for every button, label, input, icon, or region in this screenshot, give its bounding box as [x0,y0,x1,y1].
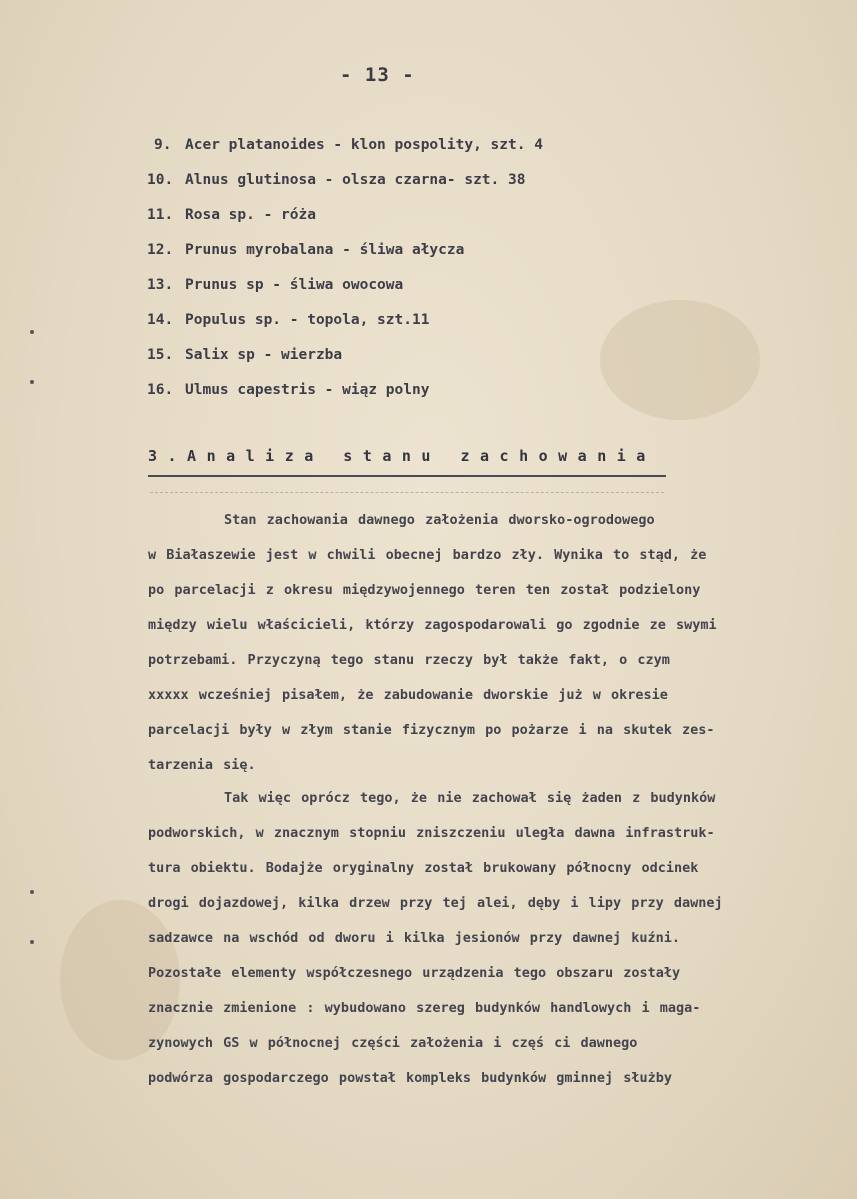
text-line: Pozostałe elementy współczesnego urządzenia tego obszaru zostały [148,965,681,981]
list-item-text: Salix sp - wierzba [185,347,343,363]
list-item-number: 9. [154,137,172,153]
list-item-number: 10. [147,172,174,188]
list-item-text: Populus sp. - topola, szt.11 [185,312,430,328]
text-line: tarzenia się. [148,757,256,773]
list-item-text: Alnus glutinosa - olsza czarna- szt. 38 [185,172,526,188]
text-line: tura obiektu. Bodajże oryginalny został brukowany północny odcinek [148,860,699,876]
list-item [147,237,543,272]
list-item-number: 11. [147,207,174,223]
list-item-text: Prunus sp - śliwa owocowa [185,277,404,293]
text-line: podwórza gospodarczego powstał kompleks budynków gminnej służby [148,1070,673,1086]
heading-underline [148,475,666,477]
list-item-text: Ulmus capestris - wiąz polny [185,382,430,398]
list-item-text: Acer platanoides - klon pospolity, szt. 4 [185,137,543,153]
text-line: potrzebami. Przyczyną tego stanu rzeczy był także fakt, o czym [148,652,670,668]
text-line: Tak więc oprócz tego, że nie zachował się żaden z budynków [224,790,716,806]
punch-hole-mark [30,330,34,334]
list-item-number: 14. [147,312,174,328]
section-heading: 3.Analiza stanu zachowania [148,447,656,465]
text-line: parcelacji były w złym stanie fizycznym po pożarze i na skutek zes- [148,722,715,738]
list-item [147,132,543,167]
text-line: zynowych GS w północnej części założenia i częś ci dawnego [148,1035,638,1051]
list-item-number: 16. [147,382,174,398]
punch-hole-mark [30,890,34,894]
page-number: - 13 - [340,64,415,86]
list-item-text: Prunus myrobalana - śliwa ałycza [185,242,465,258]
species-list [147,132,543,412]
list-item-number: 12. [147,242,174,258]
list-item [147,307,543,342]
text-line: w Białaszewie jest w chwili obecnej bardzo zły. Wynika to stąd, że [148,547,707,563]
text-line: sadzawce na wschód od dworu i kilka jesionów przy dawnej kuźni. [148,930,681,946]
paragraph-infrastructure [148,785,723,1100]
text-line: między wielu właścicieli, którzy zagospodarowali go zgodnie ze swymi [148,617,717,633]
list-item [147,342,543,377]
punch-hole-mark [30,380,34,384]
faint-rule [150,492,664,493]
list-item [147,377,543,412]
list-item [147,167,543,202]
text-line: drogi dojazdowej, kilka drzew przy tej alei, dęby i lipy przy dawnej [148,895,723,911]
text-line: znacznie zmienione : wybudowano szereg budynków handlowych i maga- [148,1000,701,1016]
text-line: Stan zachowania dawnego założenia dworsko-ogrodowego [224,512,655,528]
list-item-number: 13. [147,277,174,293]
list-item-number: 15. [147,347,174,363]
text-line: po parcelacji z okresu międzywojennego teren ten został podzielony [148,582,701,598]
text-line: xxxxx wcześniej pisałem, że zabudowanie dworskie już w okresie [148,687,668,703]
list-item [147,272,543,307]
paper-stain [600,300,760,420]
list-item-text: Rosa sp. - róża [185,207,316,223]
paragraph-condition [148,507,717,787]
punch-hole-mark [30,940,34,944]
list-item [147,202,543,237]
text-line: podworskich, w znacznym stopniu zniszczeniu uległa dawna infrastruk- [148,825,715,841]
